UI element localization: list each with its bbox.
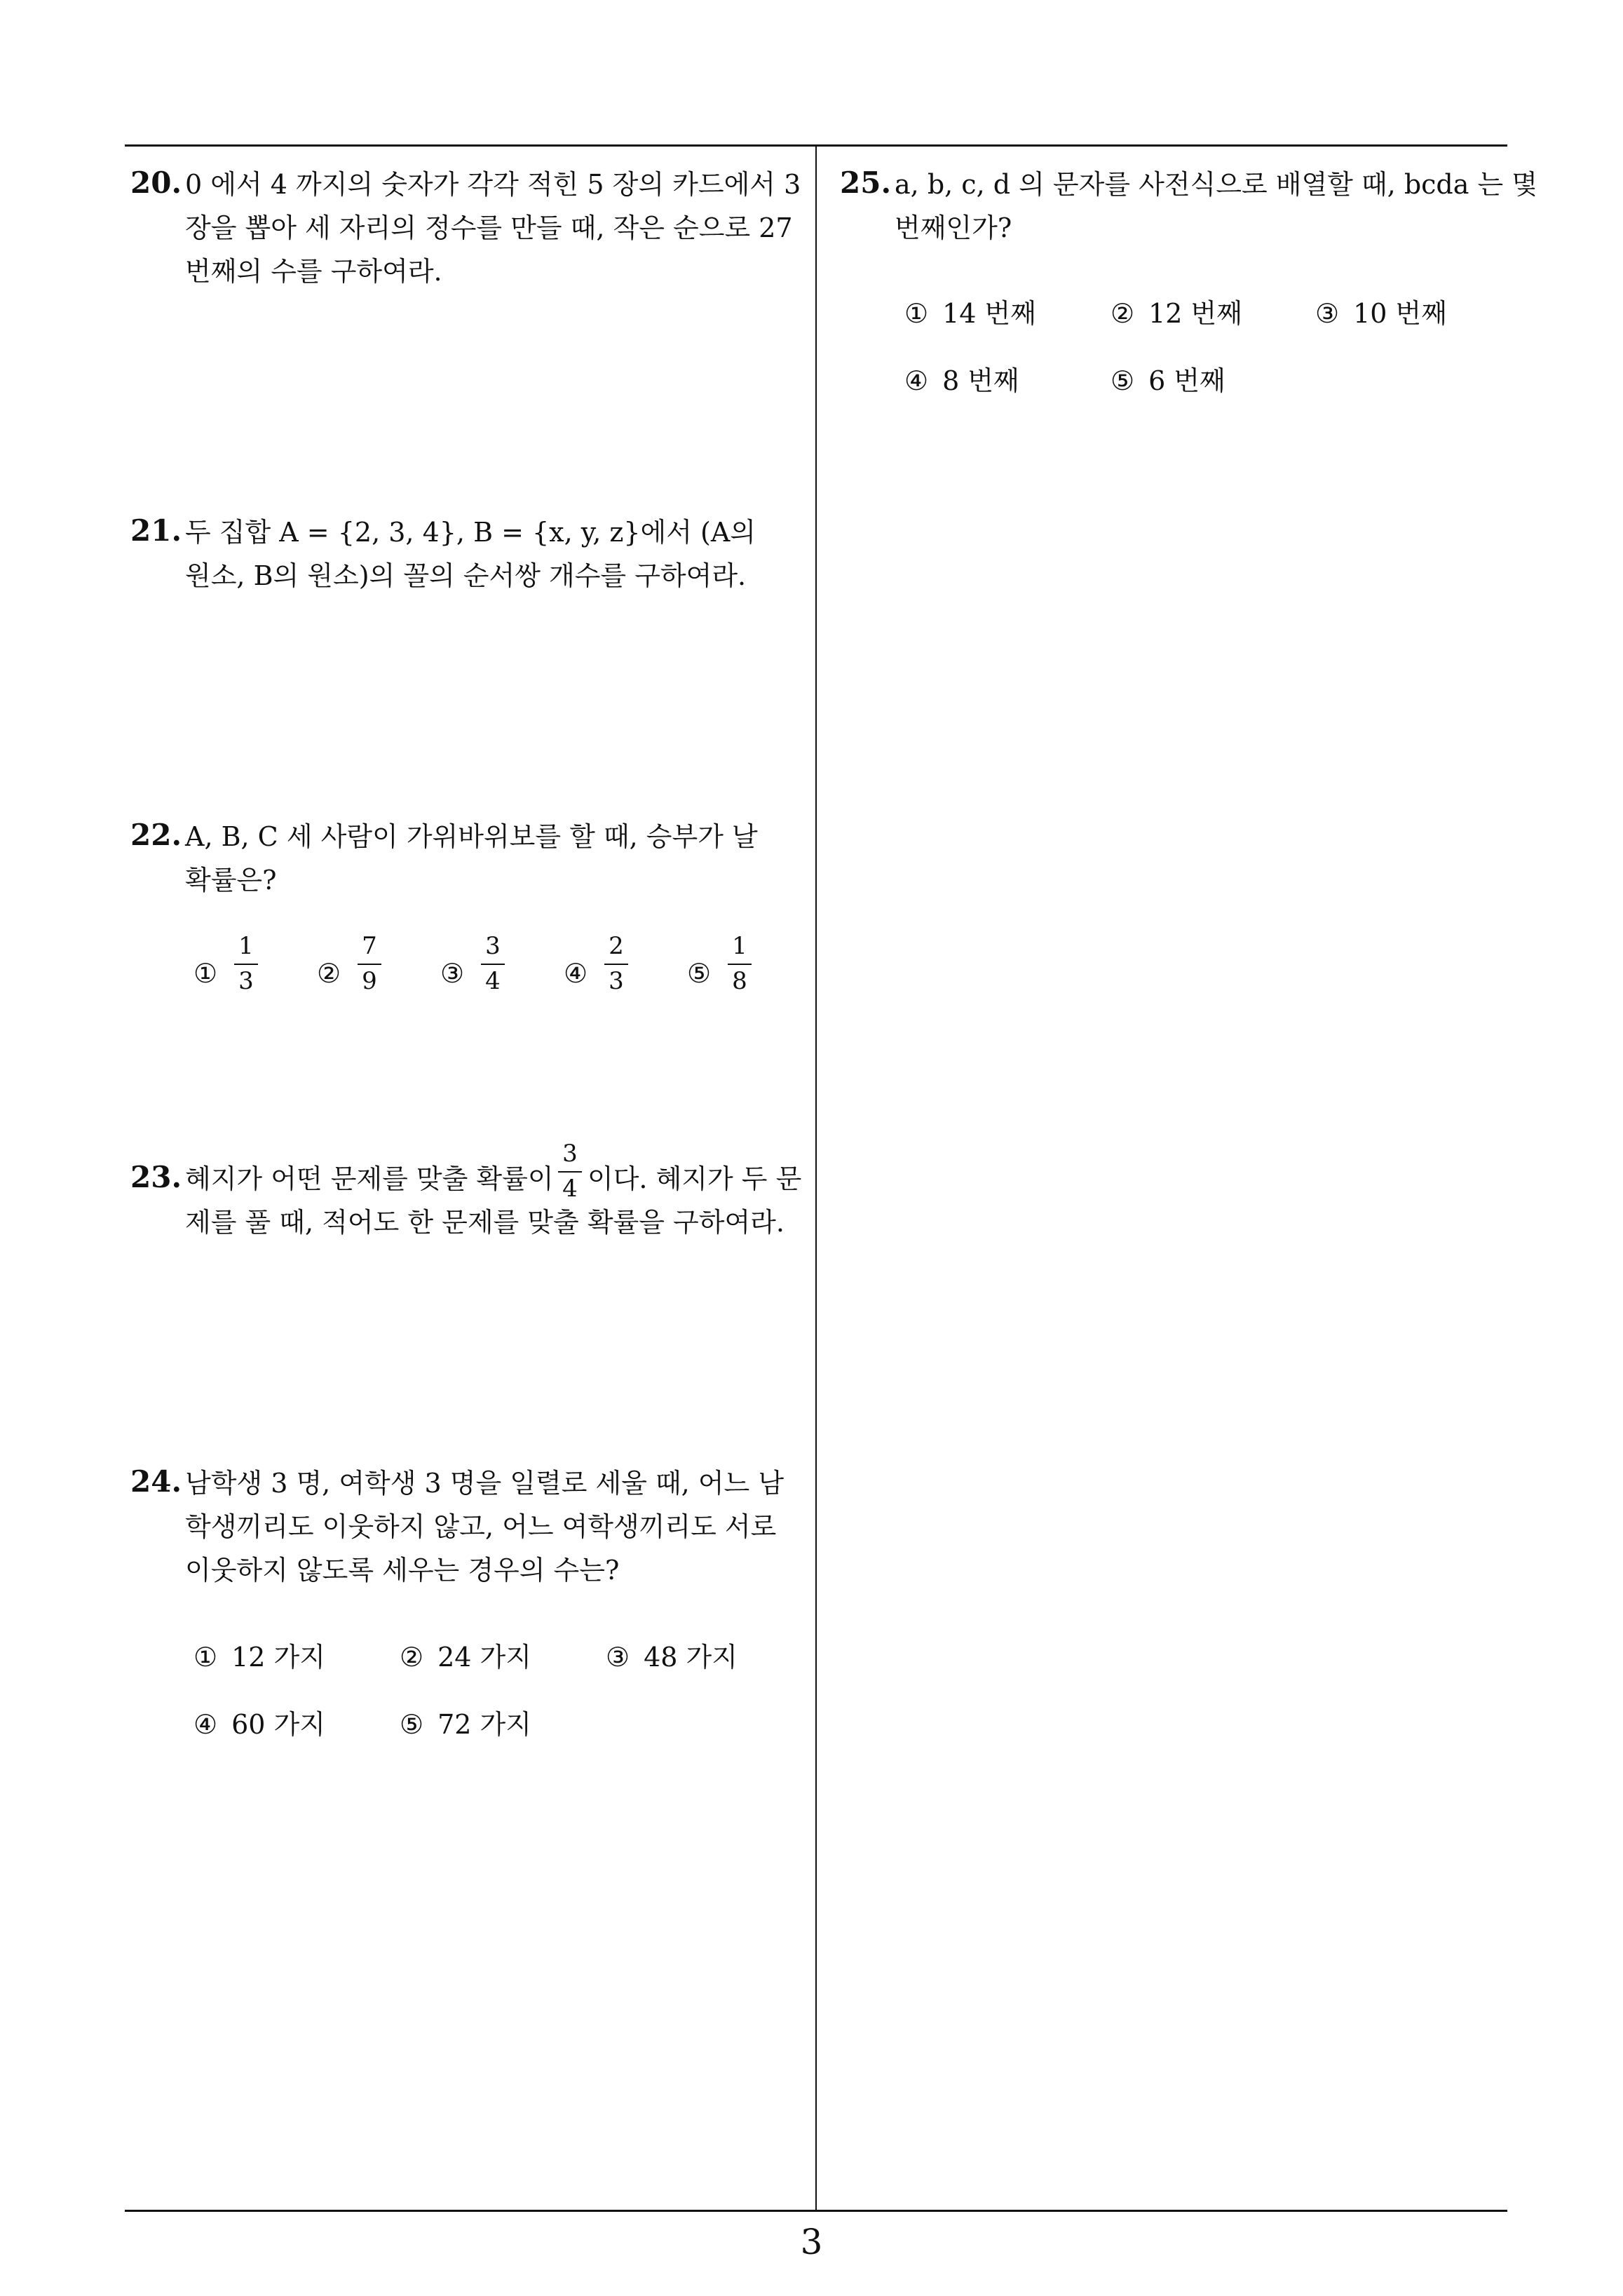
fraction [481,934,505,993]
problem-text-line: a, b, c, d 의 문자를 사전식으로 배열할 때, bcda 는 몇 [895,169,1537,200]
choice-1[interactable] [193,1642,325,1673]
problem-text-line: 번째의 수를 구하여라. [185,256,442,287]
choice-mark: ② [317,958,341,989]
problem-text-line: 이웃하지 않도록 세우는 경우의 수는? [185,1555,620,1586]
fraction [728,934,752,993]
problem-number: 20. [130,166,182,200]
choice-mark: ③ [606,1642,630,1673]
problem-text-line: 이다. 혜지가 두 문 [588,1163,802,1194]
choice-text: 48 가지 [644,1642,738,1673]
choice-text: 6 번째 [1148,365,1225,396]
problem-text-line: A, B, C 세 사람이 가위바위보를 할 때, 승부가 날 [185,821,758,852]
choice-mark: ③ [440,958,465,989]
problem-text-line: 확률은? [185,865,277,896]
fraction-bar [558,1171,582,1173]
fraction-denominator: 9 [362,967,377,995]
problem-number: 23. [130,1160,182,1194]
fraction-numerator: 1 [238,932,254,960]
problem-text-line: 장을 뽑아 세 자리의 정수를 만들 때, 작은 순으로 27 [185,212,793,243]
fraction-bar [481,964,505,965]
fraction-bar [604,964,628,965]
choice-text: 12 번째 [1148,298,1242,329]
choice-text: 60 가지 [231,1709,325,1740]
choice-3[interactable] [1315,300,1447,327]
choice-5[interactable] [400,1711,531,1738]
choice-4[interactable] [193,1711,325,1738]
choice-mark: ① [904,298,929,329]
problem-text-line: 원소, B의 원소)의 꼴의 순서쌍 개수를 구하여라. [185,560,747,591]
choice-mark: ② [1111,298,1135,329]
choice-mark: ④ [904,365,929,396]
choice-mark: ② [400,1642,424,1673]
fraction-numerator: 3 [485,932,501,960]
choice-text: 72 가지 [437,1709,531,1740]
choice-mark: ③ [1315,298,1340,329]
choice-4[interactable] [904,367,1019,394]
choice-mark: ⑤ [1111,365,1135,396]
choice-2[interactable] [1111,300,1242,327]
column-divider [815,145,817,2211]
fraction-denominator: 4 [485,967,501,995]
fraction-bar [234,964,258,965]
problem-number: 21. [130,513,182,548]
inline-fraction [558,1142,582,1201]
fraction-numerator: 7 [362,932,377,960]
choice-mark: ④ [564,958,588,989]
choice-text: 24 가지 [437,1642,531,1673]
problem-text-line: 혜지가 어떤 문제를 맞출 확률이 [185,1163,554,1194]
problem-text-line: 학생끼리도 이웃하지 않고, 어느 여학생끼리도 서로 [185,1511,777,1542]
choice-mark: ① [193,958,218,989]
choice-mark: ⑤ [687,958,712,989]
fraction-denominator: 4 [562,1175,578,1203]
choice-text: 10 번째 [1353,298,1447,329]
page-number: 3 [800,2222,823,2262]
fraction [604,934,628,993]
choice-mark: ⑤ [400,1709,424,1740]
problem-number: 25. [840,166,892,200]
choice-5[interactable] [1111,367,1225,394]
fraction [234,934,258,993]
choice-3[interactable] [606,1642,738,1673]
fraction-denominator: 8 [732,967,747,995]
fraction-denominator: 3 [238,967,254,995]
bottom-rule [125,2210,1507,2212]
problem-text-line: 두 집합 A = {2, 3, 4}, B = {x, y, z}에서 (A의 [185,517,756,548]
fraction-numerator: 2 [609,932,624,960]
choice-mark: ① [193,1642,218,1673]
choice-1[interactable] [904,300,1036,327]
fraction [358,934,381,993]
fraction-bar [358,964,381,965]
choice-text: 14 번째 [942,298,1036,329]
problem-number: 22. [130,818,182,852]
problem-text-line: 제를 풀 때, 적어도 한 문제를 맞출 확률을 구하여라. [185,1207,785,1238]
choice-2[interactable] [400,1642,531,1673]
fraction-bar [728,964,752,965]
fraction-numerator: 3 [562,1140,578,1168]
problem-number: 24. [130,1464,182,1499]
choice-text: 12 가지 [231,1642,325,1673]
choice-text: 8 번째 [942,365,1019,396]
problem-text-line: 남학생 3 명, 여학생 3 명을 일렬로 세울 때, 어느 남 [185,1468,785,1499]
choice-mark: ④ [193,1709,218,1740]
problem-text-line: 0 에서 4 까지의 숫자가 각각 적힌 5 장의 카드에서 3 [185,169,801,200]
fraction-denominator: 3 [609,967,624,995]
fraction-numerator: 1 [732,932,747,960]
problem-text-line: 번째인가? [895,212,1012,243]
